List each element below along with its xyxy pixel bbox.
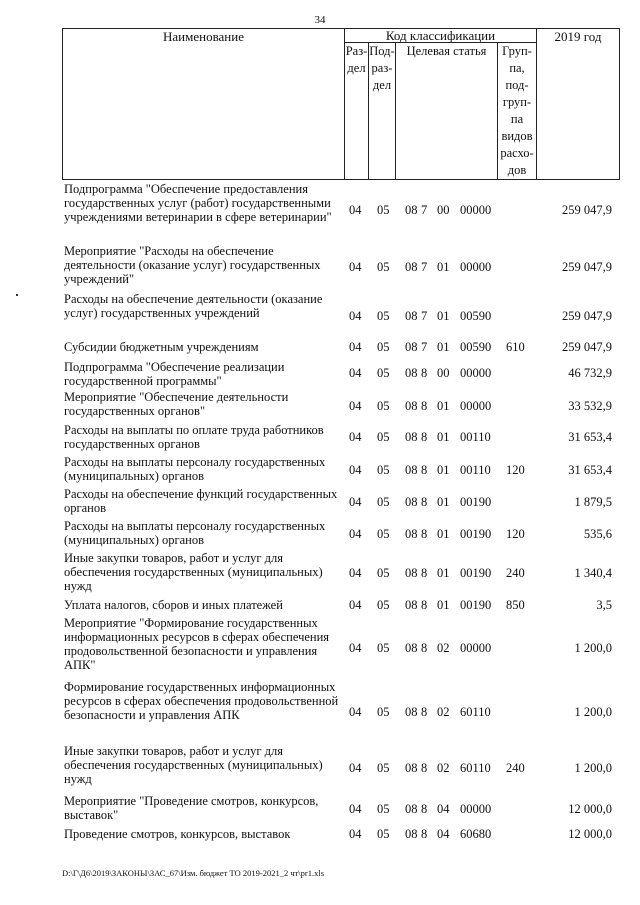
row-target-direction: 00190 bbox=[460, 495, 492, 509]
row-amount: 259 047,9 bbox=[562, 260, 612, 274]
row-name: Мероприятие "Проведение смотров, конкурсов, выставок" bbox=[64, 794, 319, 822]
row-target-direction: 00000 bbox=[460, 399, 492, 413]
row-amount: 33 532,9 bbox=[568, 399, 612, 413]
row-target-subprogram: 7 bbox=[421, 309, 428, 323]
row-name: Проведение смотров, конкурсов, выставок bbox=[64, 827, 291, 841]
row-name: Мероприятие "Формирование государственных информационных ресурсов в сферах обеспечения продовольственной безопасности и управления АПК" bbox=[64, 616, 330, 672]
row-razdel: 04 bbox=[349, 527, 362, 541]
row-expense-group: 240 bbox=[506, 761, 525, 775]
row-target-direction: 00000 bbox=[460, 260, 492, 274]
row-podrazdel: 05 bbox=[377, 495, 390, 509]
row-podrazdel: 05 bbox=[377, 527, 390, 541]
row-target-subprogram: 8 bbox=[421, 705, 428, 719]
row-razdel: 04 bbox=[349, 260, 362, 274]
row-razdel: 04 bbox=[349, 802, 362, 816]
row-target-program: 08 bbox=[405, 430, 418, 444]
row-podrazdel: 05 bbox=[377, 260, 390, 274]
row-target-subprogram: 7 bbox=[421, 203, 428, 217]
header-target-article: Целевая статья bbox=[395, 42, 498, 180]
row-podrazdel: 05 bbox=[377, 827, 390, 841]
row-razdel: 04 bbox=[349, 366, 362, 380]
row-target-subprogram: 8 bbox=[421, 495, 428, 509]
row-razdel: 04 bbox=[349, 430, 362, 444]
row-expense-group: 120 bbox=[506, 463, 525, 477]
row-target-event: 00 bbox=[437, 203, 450, 217]
row-target-direction: 00110 bbox=[460, 463, 491, 477]
row-target-program: 08 bbox=[405, 761, 418, 775]
header-podrazdel-text: Под- раз- дел bbox=[369, 44, 395, 92]
row-podrazdel: 05 bbox=[377, 566, 390, 580]
page-number: 34 bbox=[314, 14, 326, 26]
row-target-direction: 00000 bbox=[460, 366, 492, 380]
row-target-direction: 00190 bbox=[460, 527, 492, 541]
row-target-direction: 00590 bbox=[460, 340, 492, 354]
row-amount: 1 200,0 bbox=[574, 705, 612, 719]
row-podrazdel: 05 bbox=[377, 203, 390, 217]
margin-mark bbox=[16, 294, 18, 296]
row-amount: 31 653,4 bbox=[568, 430, 612, 444]
row-amount: 1 879,5 bbox=[574, 495, 612, 509]
row-razdel: 04 bbox=[349, 761, 362, 775]
row-expense-group: 610 bbox=[506, 340, 525, 354]
row-razdel: 04 bbox=[349, 463, 362, 477]
row-target-event: 01 bbox=[437, 309, 450, 323]
row-amount: 12 000,0 bbox=[568, 827, 612, 841]
row-podrazdel: 05 bbox=[377, 399, 390, 413]
row-target-direction: 00000 bbox=[460, 802, 492, 816]
header-expense-group bbox=[497, 42, 537, 180]
row-target-direction: 00110 bbox=[460, 430, 491, 444]
header-year: 2019 год bbox=[536, 28, 620, 180]
row-name: Расходы на выплаты персоналу государственных (муниципальных) органов bbox=[64, 455, 326, 483]
row-razdel: 04 bbox=[349, 340, 362, 354]
row-amount: 259 047,9 bbox=[562, 340, 612, 354]
row-target-program: 08 bbox=[405, 340, 418, 354]
row-podrazdel: 05 bbox=[377, 802, 390, 816]
row-amount: 31 653,4 bbox=[568, 463, 612, 477]
header-name: Наименование bbox=[62, 28, 345, 180]
row-target-program: 08 bbox=[405, 366, 418, 380]
row-razdel: 04 bbox=[349, 705, 362, 719]
row-podrazdel: 05 bbox=[377, 430, 390, 444]
row-target-program: 08 bbox=[405, 399, 418, 413]
row-target-subprogram: 8 bbox=[421, 430, 428, 444]
header-classification-code: Код классификации bbox=[344, 28, 537, 43]
row-podrazdel: 05 bbox=[377, 366, 390, 380]
row-podrazdel: 05 bbox=[377, 761, 390, 775]
row-target-event: 02 bbox=[437, 705, 450, 719]
row-target-event: 01 bbox=[437, 340, 450, 354]
row-target-direction: 00590 bbox=[460, 309, 492, 323]
row-name: Мероприятие "Расходы на обеспечение деятельности (оказание услуг) государственных учреждений" bbox=[64, 244, 321, 286]
row-target-direction: 00000 bbox=[460, 641, 492, 655]
row-name: Расходы на обеспечение функций государственных органов bbox=[64, 487, 338, 515]
row-target-event: 01 bbox=[437, 260, 450, 274]
row-name: Расходы на выплаты по оплате труда работников государственных органов bbox=[64, 423, 324, 451]
row-target-program: 08 bbox=[405, 802, 418, 816]
row-amount: 3,5 bbox=[596, 598, 612, 612]
row-amount: 12 000,0 bbox=[568, 802, 612, 816]
row-target-subprogram: 8 bbox=[421, 463, 428, 477]
row-target-program: 08 bbox=[405, 463, 418, 477]
row-amount: 46 732,9 bbox=[568, 366, 612, 380]
header-expense-group-text: Груп- па, под- груп- па видов расхо- дов bbox=[500, 44, 534, 177]
row-amount: 259 047,9 bbox=[562, 309, 612, 323]
row-name: Уплата налогов, сборов и иных платежей bbox=[64, 598, 283, 612]
row-target-direction: 60110 bbox=[460, 705, 491, 719]
row-razdel: 04 bbox=[349, 309, 362, 323]
row-target-subprogram: 8 bbox=[421, 827, 428, 841]
row-target-event: 02 bbox=[437, 761, 450, 775]
row-target-subprogram: 8 bbox=[421, 802, 428, 816]
row-podrazdel: 05 bbox=[377, 309, 390, 323]
row-target-subprogram: 8 bbox=[421, 366, 428, 380]
row-name: Расходы на выплаты персоналу государственных (муниципальных) органов bbox=[64, 519, 326, 547]
row-amount: 535,6 bbox=[583, 527, 612, 541]
row-target-subprogram: 8 bbox=[421, 399, 428, 413]
row-target-program: 08 bbox=[405, 495, 418, 509]
row-target-event: 02 bbox=[437, 641, 450, 655]
row-target-event: 01 bbox=[437, 463, 450, 477]
row-target-event: 01 bbox=[437, 399, 450, 413]
row-target-program: 08 bbox=[405, 309, 418, 323]
row-target-program: 08 bbox=[405, 260, 418, 274]
row-amount: 1 340,4 bbox=[574, 566, 612, 580]
row-name: Формирование государственных информационных ресурсов в сферах обеспечения продовольственной безопасности и управления АПК bbox=[64, 680, 339, 722]
row-podrazdel: 05 bbox=[377, 463, 390, 477]
row-target-subprogram: 8 bbox=[421, 527, 428, 541]
row-target-program: 08 bbox=[405, 598, 418, 612]
header-razdel-text: Раз- дел bbox=[345, 44, 368, 75]
row-name: Расходы на обеспечение деятельности (оказание услуг) государственных учреждений bbox=[64, 292, 323, 320]
row-target-direction: 00190 bbox=[460, 598, 492, 612]
row-target-program: 08 bbox=[405, 641, 418, 655]
row-name: Подпрограмма "Обеспечение реализации государственной программы" bbox=[64, 360, 285, 388]
row-target-subprogram: 8 bbox=[421, 598, 428, 612]
row-razdel: 04 bbox=[349, 399, 362, 413]
row-target-program: 08 bbox=[405, 527, 418, 541]
row-target-direction: 60110 bbox=[460, 761, 491, 775]
row-target-event: 01 bbox=[437, 527, 450, 541]
row-target-event: 01 bbox=[437, 566, 450, 580]
row-target-program: 08 bbox=[405, 566, 418, 580]
row-amount: 1 200,0 bbox=[574, 761, 612, 775]
row-amount: 259 047,9 bbox=[562, 203, 612, 217]
row-name: Иные закупки товаров, работ и услуг для обеспечения государственных (муниципальных) нужд bbox=[64, 744, 323, 786]
row-target-subprogram: 8 bbox=[421, 641, 428, 655]
row-name: Субсидии бюджетным учреждениям bbox=[64, 340, 259, 354]
row-target-direction: 00190 bbox=[460, 566, 492, 580]
row-podrazdel: 05 bbox=[377, 705, 390, 719]
row-target-program: 08 bbox=[405, 203, 418, 217]
row-name: Подпрограмма "Обеспечение предоставления государственных услуг (работ) государственными учреждениями ветеринарии в сфере ветеринарии" bbox=[64, 182, 332, 224]
header-podrazdel bbox=[368, 42, 396, 180]
row-target-event: 04 bbox=[437, 827, 450, 841]
row-target-event: 04 bbox=[437, 802, 450, 816]
row-podrazdel: 05 bbox=[377, 340, 390, 354]
row-name: Мероприятие "Обеспечение деятельности государственных органов" bbox=[64, 390, 289, 418]
row-target-event: 00 bbox=[437, 366, 450, 380]
row-target-direction: 00000 bbox=[460, 203, 492, 217]
row-target-event: 01 bbox=[437, 495, 450, 509]
row-razdel: 04 bbox=[349, 641, 362, 655]
header-razdel bbox=[344, 42, 369, 180]
row-expense-group: 120 bbox=[506, 527, 525, 541]
row-razdel: 04 bbox=[349, 203, 362, 217]
file-path-footer: D:\Г\Д6\2019\ЗАКОНЫ\ЗАС_67\Изм. бюджет ТО 2019-2021_2 чт\pr1.xls bbox=[62, 868, 325, 878]
row-target-subprogram: 7 bbox=[421, 340, 428, 354]
row-target-program: 08 bbox=[405, 827, 418, 841]
row-name: Иные закупки товаров, работ и услуг для обеспечения государственных (муниципальных) нужд bbox=[64, 551, 323, 593]
row-expense-group: 240 bbox=[506, 566, 525, 580]
row-target-subprogram: 7 bbox=[421, 260, 428, 274]
row-target-event: 01 bbox=[437, 598, 450, 612]
row-target-subprogram: 8 bbox=[421, 566, 428, 580]
row-razdel: 04 bbox=[349, 827, 362, 841]
row-target-direction: 60680 bbox=[460, 827, 492, 841]
row-razdel: 04 bbox=[349, 495, 362, 509]
row-amount: 1 200,0 bbox=[574, 641, 612, 655]
row-target-subprogram: 8 bbox=[421, 761, 428, 775]
row-podrazdel: 05 bbox=[377, 641, 390, 655]
row-podrazdel: 05 bbox=[377, 598, 390, 612]
row-target-program: 08 bbox=[405, 705, 418, 719]
row-target-event: 01 bbox=[437, 430, 450, 444]
row-razdel: 04 bbox=[349, 566, 362, 580]
row-razdel: 04 bbox=[349, 598, 362, 612]
row-expense-group: 850 bbox=[506, 598, 525, 612]
